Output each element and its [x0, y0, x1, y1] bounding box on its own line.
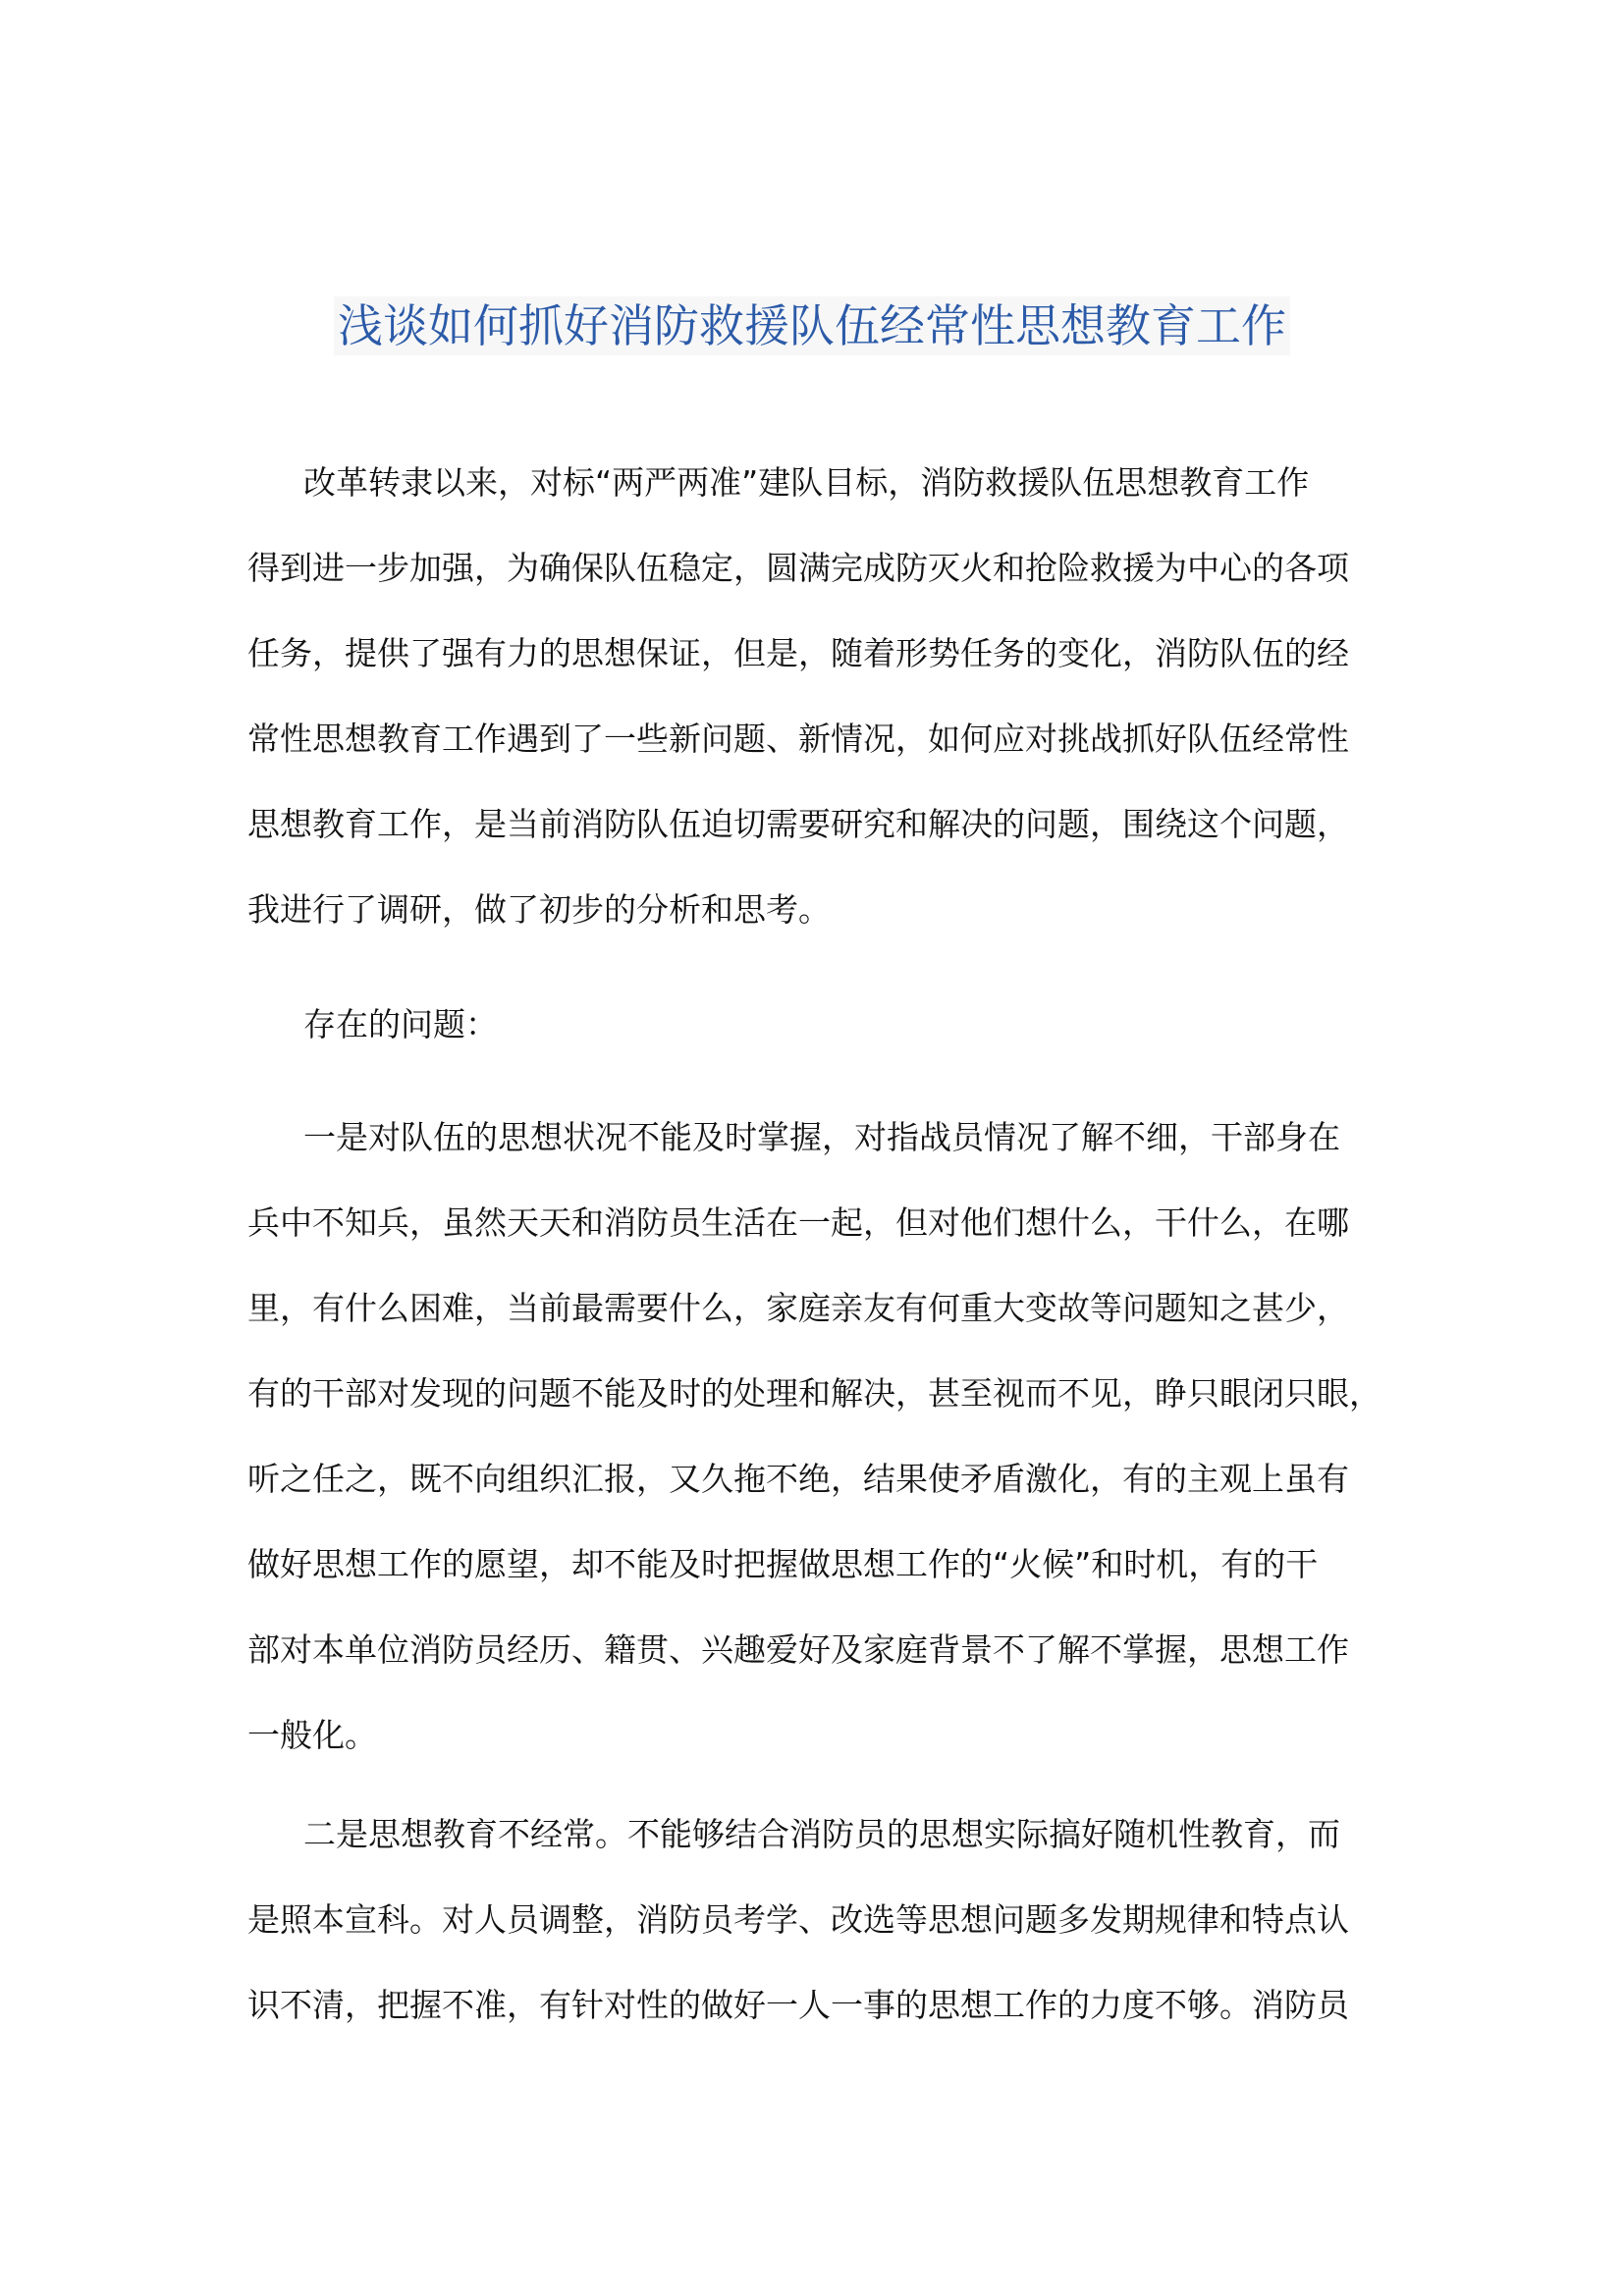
text-line: 存在的问题： — [303, 1005, 498, 1043]
paragraph-problem-one — [247, 1095, 1381, 1778]
text-line: 有的干部对发现的问题不能及时的处理和解决，甚至视而不见，睁只眼闭只眼， — [247, 1374, 1381, 1413]
text-line: 识不清，把握不准，有针对性的做好一人一事的思想工作的力度不够。消防员 — [247, 1986, 1349, 2024]
text-line: 改革转隶以来，对标“两严两准”建队目标，消防救援队伍思想教育工作 — [303, 463, 1310, 502]
text-line: 是照本宣科。对人员调整，消防员考学、改选等思想问题多发期规律和特点认 — [247, 1900, 1349, 1939]
text-line: 一是对队伍的思想状况不能及时掌握，对指战员情况了解不细，干部身在 — [303, 1118, 1340, 1156]
text-line: 任务，提供了强有力的思想保证，但是，随着形势任务的变化，消防队伍的经 — [247, 634, 1349, 672]
paragraph-problems-heading — [247, 982, 1377, 1067]
text-line: 一般化。 — [247, 1716, 377, 1754]
text-line: 常性思想教育工作遇到了一些新问题、新情况，如何应对挑战抓好队伍经常性 — [247, 720, 1349, 758]
text-line: 部对本单位消防员经历、籍贯、兴趣爱好及家庭背景不了解不掌握，思想工作 — [247, 1630, 1349, 1669]
title-container — [0, 296, 1624, 355]
text-line: 做好思想工作的愿望，却不能及时把握做思想工作的“火候”和时机，有的干 — [247, 1545, 1319, 1583]
document-title: 浅谈如何抓好消防救援队伍经常性思想教育工作 — [334, 296, 1290, 355]
text-line: 兵中不知兵，虽然天天和消防员生活在一起，但对他们想什么，干什么，在哪 — [247, 1203, 1349, 1242]
text-line: 我进行了调研，做了初步的分析和思考。 — [247, 890, 831, 929]
text-line: 二是思想教育不经常。不能够结合消防员的思想实际搞好随机性教育，而 — [303, 1815, 1340, 1853]
text-line: 思想教育工作，是当前消防队伍迫切需要研究和解决的问题，围绕这个问题， — [247, 805, 1349, 843]
paragraph-intro — [247, 440, 1377, 952]
text-line: 听之任之，既不向组织汇报，又久拖不绝，结果使矛盾激化，有的主观上虽有 — [247, 1460, 1349, 1498]
text-line: 里，有什么困难，当前最需要什么，家庭亲友有何重大变故等问题知之甚少， — [247, 1289, 1349, 1327]
text-line: 得到进一步加强，为确保队伍稳定，圆满完成防灭火和抢险救援为中心的各项 — [247, 549, 1349, 587]
paragraph-problem-two — [247, 1791, 1377, 2048]
